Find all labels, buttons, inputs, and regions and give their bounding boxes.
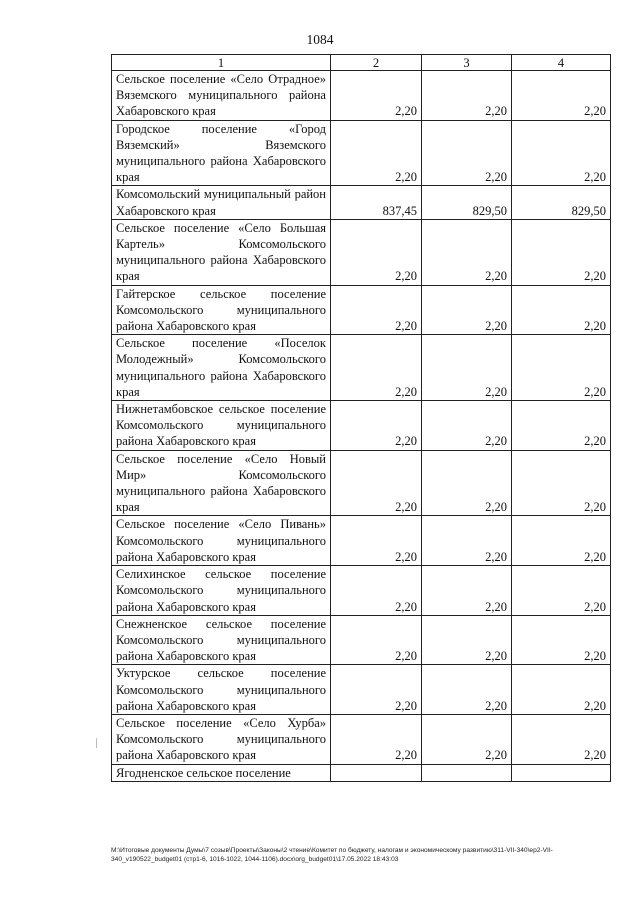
value-cell-col2 (331, 714, 422, 764)
table-row (112, 120, 611, 186)
value-cell-col4 (512, 219, 611, 285)
value-text: 2,20 (395, 170, 417, 185)
value-cell-col3 (422, 615, 512, 665)
value-cell-col4 (512, 566, 611, 616)
value-text: 2,20 (485, 269, 507, 284)
value-text: 2,20 (485, 748, 507, 763)
value-cell-col2 (331, 764, 422, 781)
value-text: 2,20 (395, 104, 417, 119)
value-cell-col2 (331, 285, 422, 335)
value-text: 2,20 (395, 698, 417, 713)
value-cell-col4 (512, 335, 611, 401)
value-cell-col2 (331, 615, 422, 665)
value-text: 2,20 (395, 649, 417, 664)
value-text: 2,20 (584, 269, 606, 284)
value-text: 2,20 (584, 384, 606, 399)
value-text: 2,20 (395, 269, 417, 284)
table-row (112, 401, 611, 451)
table-row (112, 186, 611, 219)
municipality-name-cell: Снежненское сельское поселение Комсомольского муниципального района Хабаровского края (112, 615, 331, 665)
value-text: 2,20 (584, 549, 606, 564)
municipality-name-cell: Селихинское сельское поселение Комсомольского муниципального района Хабаровского края (112, 566, 331, 616)
value-text: 2,20 (584, 748, 606, 763)
value-cell-col4 (512, 665, 611, 715)
value-text: 2,20 (485, 434, 507, 449)
municipality-name-cell: Нижнетамбовское сельское поселение Комсомольского муниципального района Хабаровского края (112, 401, 331, 451)
value-text: 2,20 (395, 549, 417, 564)
value-cell-col4 (512, 186, 611, 219)
table-row (112, 450, 611, 516)
municipality-name-cell: Комсомольский муниципальный район Хабаровского края (112, 186, 331, 219)
value-cell-col3 (422, 186, 512, 219)
value-cell-col4 (512, 615, 611, 665)
value-cell-col3 (422, 285, 512, 335)
table-row (112, 764, 611, 781)
value-text: 2,20 (485, 599, 507, 614)
value-text: 2,20 (584, 170, 606, 185)
value-cell-col4 (512, 401, 611, 451)
value-text: 2,20 (485, 500, 507, 515)
column-header-1: 1 (112, 55, 331, 71)
table-row (112, 285, 611, 335)
value-text: 2,20 (584, 698, 606, 713)
value-text: 2,20 (485, 549, 507, 564)
value-cell-col2 (331, 71, 422, 121)
table-row (112, 335, 611, 401)
value-cell-col4 (512, 71, 611, 121)
table-row (112, 71, 611, 121)
value-cell-col4 (512, 516, 611, 566)
municipality-name-cell: Гайтерское сельское поселение Комсомольского муниципального района Хабаровского края (112, 285, 331, 335)
municipality-name-cell: Сельское поселение «Село Новый Мир» Комсомольского муниципального района Хабаровского края (112, 450, 331, 516)
value-text: 2,20 (584, 500, 606, 515)
value-cell-col3 (422, 764, 512, 781)
column-header-3: 3 (422, 55, 512, 71)
municipality-name-cell: Сельское поселение «Село Отрадное» Вяземского муниципального района Хабаровского края (112, 71, 331, 121)
value-text: 2,20 (395, 319, 417, 334)
value-cell-col2 (331, 120, 422, 186)
table-body (112, 71, 611, 782)
municipality-name-cell: Ягодненское сельское поселение (112, 764, 331, 781)
municipality-name-cell: Сельское поселение «Поселок Молодежный» Комсомольского муниципального района Хабаровского края (112, 335, 331, 401)
value-cell-col4 (512, 450, 611, 516)
table-row (112, 714, 611, 764)
value-text: 2,20 (485, 698, 507, 713)
municipality-name-cell: Сельское поселение «Село Большая Картель» Комсомольского муниципального района Хабаровского края (112, 219, 331, 285)
value-cell-col2 (331, 516, 422, 566)
value-text: 2,20 (584, 319, 606, 334)
value-cell-col2 (331, 219, 422, 285)
footer-line-2: 340_v190522_budget01 (стр1-6, 1016-1022, 1044-1106).docx\org_budget01\17.05.2022 18:43:03 (111, 856, 399, 863)
value-cell-col3 (422, 566, 512, 616)
page-number: 1084 (306, 32, 334, 47)
value-text: 2,20 (584, 599, 606, 614)
value-cell-col3 (422, 401, 512, 451)
value-text: 837,45 (382, 203, 417, 218)
value-text: 829,50 (571, 203, 606, 218)
value-cell-col3 (422, 71, 512, 121)
value-cell-col3 (422, 714, 512, 764)
value-cell-col3 (422, 450, 512, 516)
value-text: 2,20 (485, 170, 507, 185)
value-cell-col2 (331, 401, 422, 451)
table-row (112, 665, 611, 715)
value-text: 2,20 (485, 649, 507, 664)
value-text: 2,20 (395, 500, 417, 515)
value-text: 2,20 (485, 384, 507, 399)
value-text: 2,20 (485, 319, 507, 334)
value-text: 2,20 (395, 434, 417, 449)
value-cell-col3 (422, 516, 512, 566)
value-text: 2,20 (395, 599, 417, 614)
value-cell-col4 (512, 764, 611, 781)
value-cell-col2 (331, 186, 422, 219)
footer-line-1: M:\Итоговые документы Думы\7 созыв\Проекты\Законы\2 чтение\Комитет по бюджету, налогам и экономическому развитию\311-VII-340\ep2-VII- (111, 847, 553, 854)
value-text: 829,50 (472, 203, 507, 218)
table-row (112, 615, 611, 665)
value-text: 2,20 (395, 384, 417, 399)
value-cell-col2 (331, 566, 422, 616)
budget-table (111, 54, 611, 782)
value-cell-col3 (422, 335, 512, 401)
value-text: 2,20 (584, 434, 606, 449)
column-header-4: 4 (512, 55, 611, 71)
value-cell-col2 (331, 665, 422, 715)
table-header-row (112, 55, 611, 71)
table-row (112, 516, 611, 566)
municipality-name-cell: Сельское поселение «Село Пивань» Комсомольского муниципального района Хабаровского края (112, 516, 331, 566)
value-text: 2,20 (395, 748, 417, 763)
table-row (112, 566, 611, 616)
value-text: 2,20 (485, 104, 507, 119)
value-cell-col3 (422, 665, 512, 715)
file-path-footer (111, 846, 613, 864)
value-cell-col3 (422, 120, 512, 186)
value-cell-col4 (512, 120, 611, 186)
municipality-name-cell: Сельское поселение «Село Хурба» Комсомольского муниципального района Хабаровского края (112, 714, 331, 764)
value-cell-col2 (331, 450, 422, 516)
value-cell-col2 (331, 335, 422, 401)
value-cell-col3 (422, 219, 512, 285)
table-row (112, 219, 611, 285)
value-text: 2,20 (584, 104, 606, 119)
value-cell-col4 (512, 285, 611, 335)
scan-mark (96, 738, 97, 748)
value-text: 2,20 (584, 649, 606, 664)
municipality-name-cell: Уктурское сельское поселение Комсомольского муниципального района Хабаровского края (112, 665, 331, 715)
municipality-name-cell: Городское поселение «Город Вяземский» Вяземского муниципального района Хабаровского края (112, 120, 331, 186)
column-header-2: 2 (331, 55, 422, 71)
value-cell-col4 (512, 714, 611, 764)
